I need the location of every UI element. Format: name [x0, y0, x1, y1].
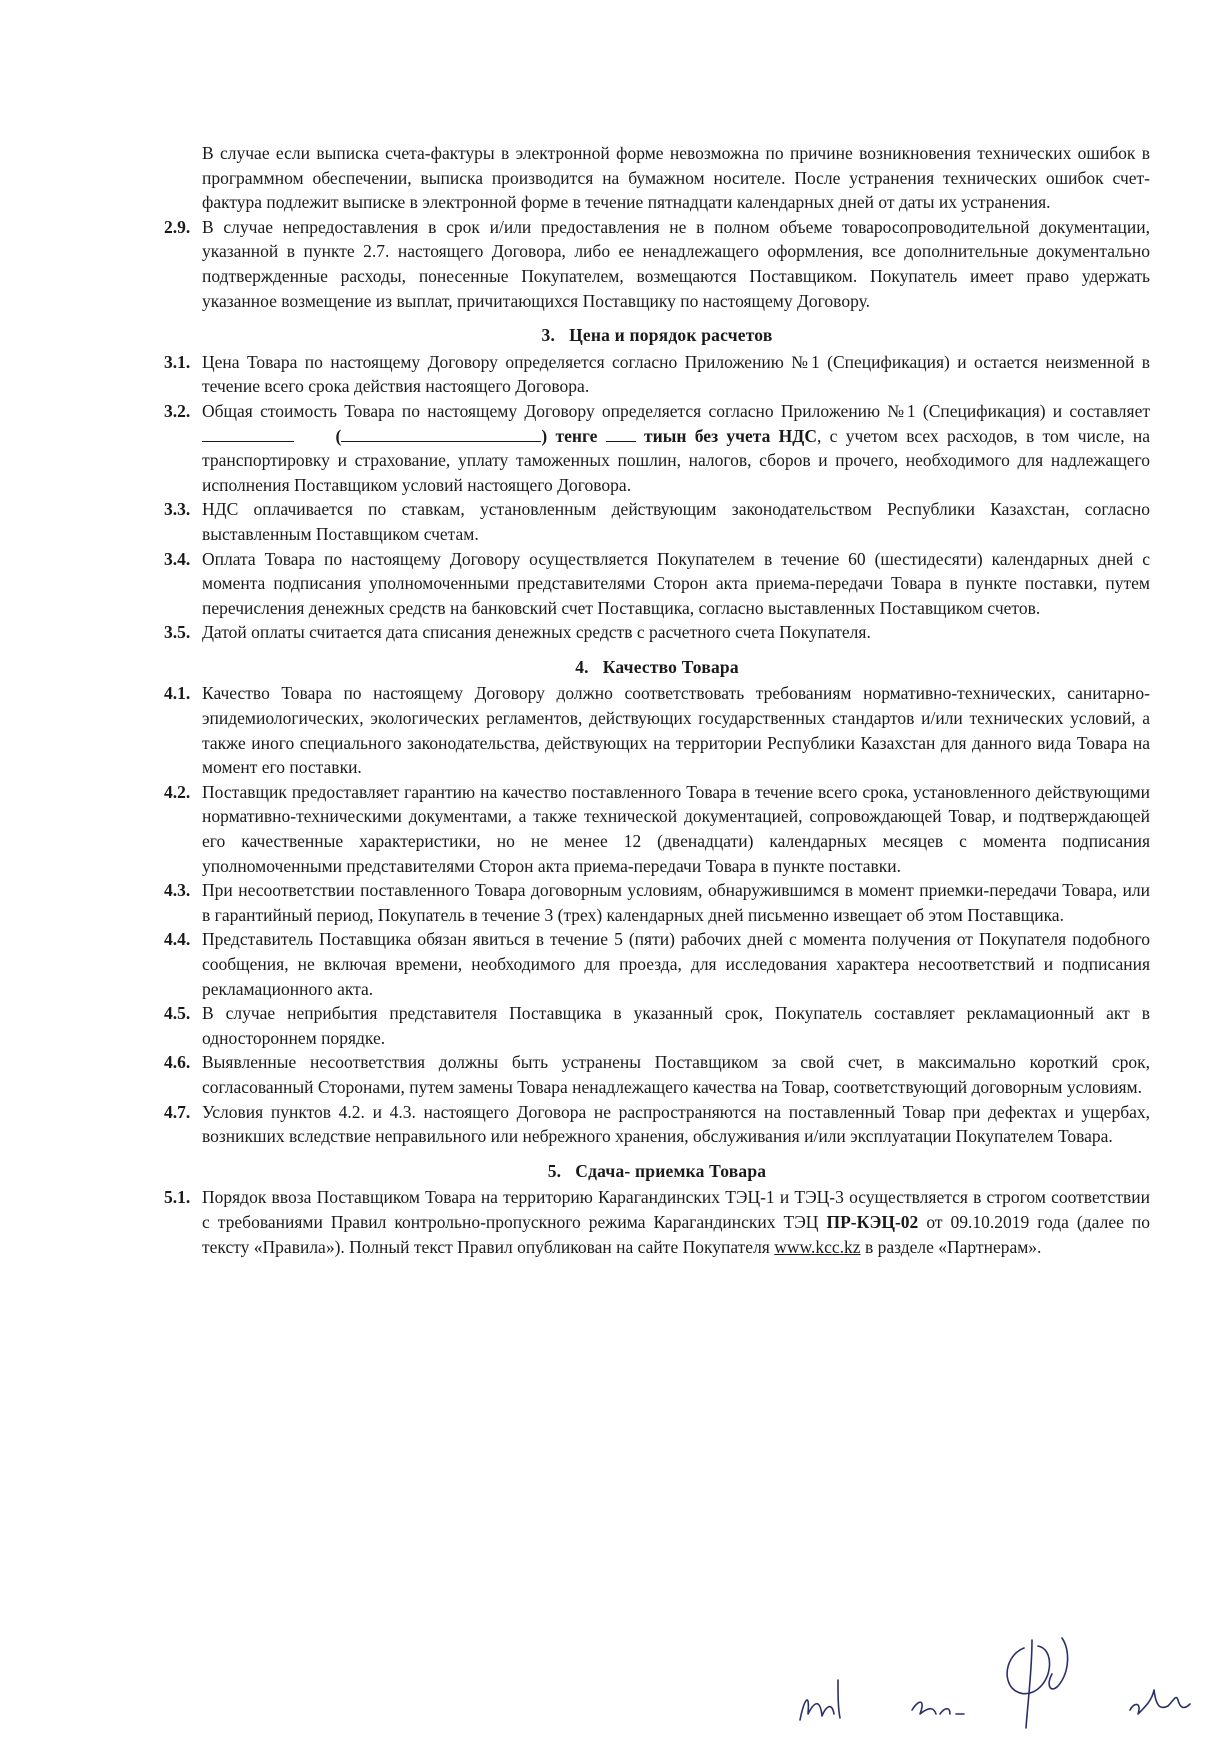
section-number: 4. — [575, 656, 589, 677]
clause-text: При несоответствии поставленного Товара договорным условиям, обнаружившимся в момент приемки-передачи Товара, или в гарантийный период, Покупатель в течение 3 (трех) календарных дней письменно извещает об этом Поставщика. — [202, 880, 1150, 925]
clause-3-2 — [164, 399, 1150, 497]
clause-number: 3.5. — [164, 622, 191, 643]
signatures — [780, 1610, 1210, 1730]
initials-signature-2 — [912, 1702, 964, 1714]
clause-3-1 — [164, 350, 1150, 399]
clause-number: 3.2. — [164, 400, 191, 421]
clause-text: В случае неприбытия представителя Поставщика в указанный срок, Покупатель составляет рекламационный акт в одностороннем порядке. — [202, 1003, 1150, 1048]
clause-number: 4.3. — [164, 880, 191, 901]
clause-4-3 — [164, 878, 1150, 927]
clause-3-3 — [164, 497, 1150, 546]
amount-words-blank — [341, 425, 541, 442]
clause-2-9 — [164, 215, 1150, 313]
clause-4-2 — [164, 780, 1150, 878]
clause-number: 3.3. — [164, 499, 191, 520]
clause-text-part: от 09.10.2019 года (далее по тексту «Правила»). Полный текст Правил опубликован на сайте Покупателя — [202, 1211, 1150, 1257]
tiyn-blank — [606, 425, 636, 442]
section-3-heading — [164, 323, 1150, 348]
initials-signature-3 — [1007, 1638, 1067, 1728]
clause-text: Датой оплаты считается дата списания денежных средств с расчетного счета Покупателя. — [202, 622, 871, 643]
clause-text: НДС оплачивается по ставкам, установленным действующим законодательством Республики Казахстан, согласно выставленным Поставщиком счетам. — [202, 499, 1150, 544]
clause-number: 4.6. — [164, 1052, 191, 1073]
clause-text: Качество Товара по настоящему Договору должно соответствовать требованиям нормативно-технических, санитарно-эпидемиологических, экологических регламентов, действующих государственных стандартов и/или технических условий, а также иного специального законодательства, действующих на территории Республики Казахстан для данного вида Товара на момент его поставки. — [202, 683, 1150, 778]
clause-4-1 — [164, 681, 1150, 779]
clause-3-5 — [164, 620, 1150, 645]
clause-4-5 — [164, 1001, 1150, 1050]
clause-text: Цена Товара по настоящему Договору определяется согласно Приложению №1 (Спецификация) и остается неизменной в течение всего срока действия настоящего Договора. — [202, 351, 1150, 397]
currency-label: ) тенге — [541, 425, 606, 446]
clause-number: 4.5. — [164, 1003, 191, 1024]
clause-text — [202, 1185, 1150, 1259]
clause-text-part: в разделе «Партнерам». — [860, 1236, 1042, 1257]
clause-text-part: Порядок ввоза Поставщиком Товара на территорию Карагандинских ТЭЦ-1 и ТЭЦ-3 осуществляется в строгом соответствии с требованиями Правил контрольно-пропускного режима Карагандинских ТЭЦ — [202, 1187, 1150, 1232]
tiyn-vat-label: тиын без учета НДС — [635, 425, 817, 446]
section-title: Цена и порядок расчетов — [569, 325, 773, 346]
initials-signature-1 — [800, 1680, 840, 1720]
clause-number: 4.7. — [164, 1101, 191, 1122]
section-title: Сдача- приемка Товара — [575, 1160, 767, 1181]
rules-code: ПР-КЭЦ-02 — [826, 1211, 919, 1232]
clause-number: 4.4. — [164, 929, 191, 950]
handwritten-initials — [780, 1610, 1210, 1730]
clause-number: 3.4. — [164, 548, 191, 569]
clause-number: 3.1. — [164, 351, 191, 372]
clause-text: Представитель Поставщика обязан явиться в течение 5 (пяти) рабочих дней с момента получения от Покупателя подобного сообщения, не включая времени, необходимого для проезда, для исследования характера несоответствий и подписания рекламационного акта. — [202, 929, 1150, 999]
clause-5-1 — [164, 1185, 1150, 1259]
clause-text-part: , с учетом всех расходов, в том числе, на транспортировку и страхование, уплату таможенных пошлин, налогов, сборов и прочего, необходимого для надлежащего исполнения Поставщиком условий настоящего Договора. — [202, 425, 1151, 495]
clause-text: Условия пунктов 4.2. и 4.3. настоящего Договора не распространяются на поставленный Товар при дефектах и ущербах, возникших вследствие неправильного или небрежного хранения, обслуживания и/или эксплуатации Покупателем Товара. — [202, 1101, 1150, 1147]
clause-4-6 — [164, 1050, 1150, 1099]
clause-text: В случае непредоставления в срок и/или предоставления не в полном объеме товаросопроводительной документации, указанной в пункте 2.7. настоящего Договора, либо ее ненадлежащего оформления, все дополнительные документально подтвержденные расходы, понесенные Покупателем, возмещаются Поставщиком. Покупатель имеет право удержать указанное возмещение из выплат, причитающихся Поставщику по настоящему Договору. — [202, 216, 1150, 311]
clause-number: 2.9. — [164, 216, 191, 237]
section-number: 5. — [547, 1160, 562, 1181]
section-4-heading — [164, 655, 1150, 680]
clause-text: Выявленные несоответствия должны быть устранены Поставщиком за свой счет, в максимально короткий срок, согласованный Сторонами, путем замены Товара ненадлежащего качества на Товар, соответствующий договорным условиям. — [202, 1052, 1150, 1097]
section-title: Качество Товара — [602, 656, 739, 677]
intro-paragraph: В случае если выписка счета-фактуры в электронной форме невозможна по причине возникновения технических ошибок в программном обеспечении, выписка производится на бумажном носителе. После устранения технических ошибок счет-фактура подлежит выписке в электронной форме в течение пятнадцати календарных дней от даты их устранения. — [202, 143, 1150, 213]
clause-text-part: Общая стоимость Товара по настоящему Договору определяется согласно Приложению №1 (Спецификация) и составляет — [202, 400, 1150, 421]
clause-text — [202, 399, 1150, 497]
amount-open: ( — [335, 425, 342, 446]
document-body — [164, 141, 1150, 1259]
clause-text: Поставщик предоставляет гарантию на качество поставленного Товара в течение всего срока, установленного действующими нормативно-техническими документами, а также технической документацией, сопровождающей Товар, и подтверждающей его качественные характеристики, но не менее 12 (двенадцати) календарных месяцев с момента подписания уполномоченными представителями Сторон акта приема-передачи Товара в пункте поставки. — [202, 781, 1150, 876]
website-link[interactable]: www.kcc.kz — [774, 1236, 861, 1257]
clause-3-4 — [164, 547, 1150, 621]
clause-text: Оплата Товара по настоящему Договору осуществляется Покупателем в течение 60 (шестидесяти) календарных дней с момента подписания уполномоченными представителями Сторон акта приема-передачи Товара в пункте поставки, путем перечисления денежных средств на банковский счет Поставщика, согласно выставленных Поставщиком счетов. — [202, 548, 1150, 618]
section-number: 3. — [541, 325, 556, 346]
clause-number: 5.1. — [164, 1187, 191, 1208]
amount-blank — [202, 425, 294, 442]
clause-4-7 — [164, 1100, 1150, 1149]
initials-signature-4 — [1130, 1690, 1190, 1714]
clause-number: 4.1. — [164, 683, 191, 704]
clause-number: 4.2. — [164, 781, 191, 802]
section-5-heading — [164, 1159, 1150, 1184]
clause-4-4 — [164, 927, 1150, 1001]
